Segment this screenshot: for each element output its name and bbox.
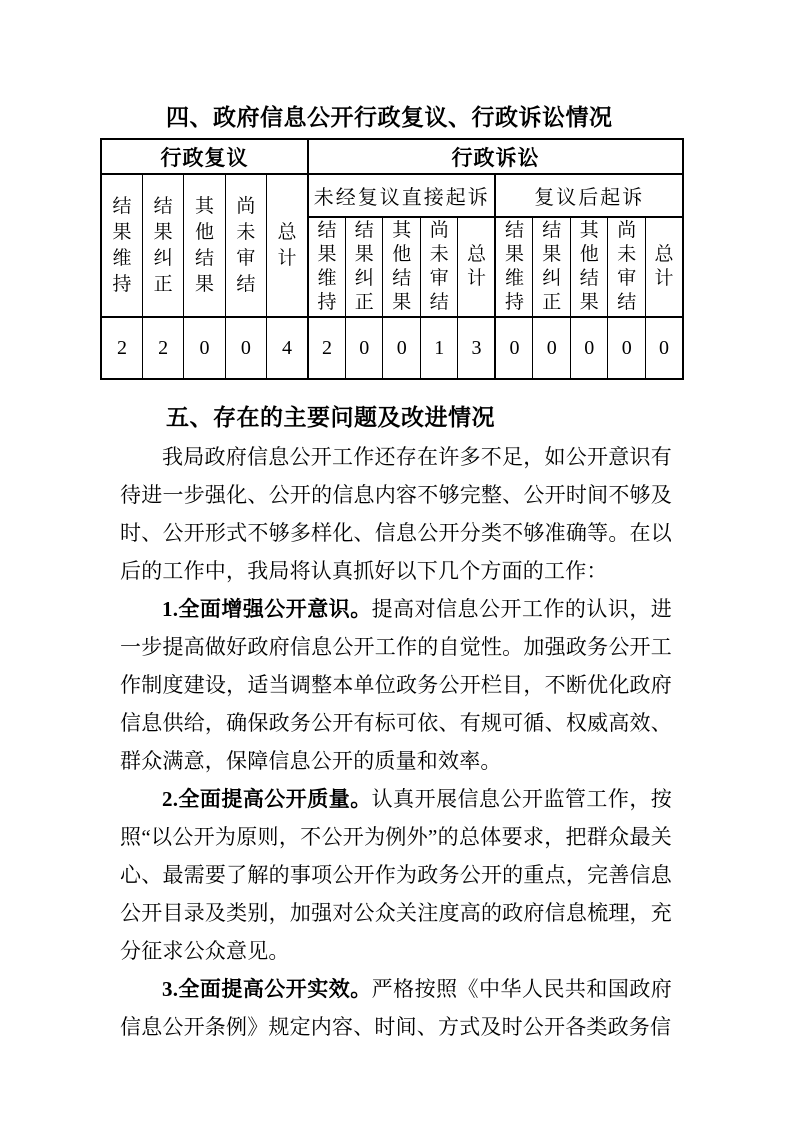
data-cell: 0 bbox=[345, 317, 383, 379]
direct-suit-col-header: 总计 bbox=[458, 217, 496, 317]
review-litigation-table bbox=[100, 138, 684, 380]
paragraph-lead: 1.全面增强公开意识。 bbox=[162, 597, 372, 621]
data-cell: 2 bbox=[308, 317, 346, 379]
data-cell: 0 bbox=[225, 317, 266, 379]
data-cell: 2 bbox=[142, 317, 183, 379]
review-col-header: 结果纠正 bbox=[142, 174, 183, 317]
direct-suit-col-header: 其他结果 bbox=[383, 217, 421, 317]
paragraph-text: 认真开展信息公开监管工作，按照“以公开为原则，不公开为例外”的总体要求，把群众最关心、最需要了解的事项公开作为政务公开的重点，完善信息公开目录及类别，加强对公众关注度高的政府信息梳理，充分征求公众意见。 bbox=[120, 787, 672, 963]
data-cell: 0 bbox=[383, 317, 421, 379]
data-cell: 0 bbox=[608, 317, 646, 379]
data-cell: 3 bbox=[458, 317, 496, 379]
data-cell: 0 bbox=[184, 317, 225, 379]
subgroup-header-row bbox=[101, 174, 683, 217]
paragraph-lead: 2.全面提高公开质量。 bbox=[162, 787, 372, 811]
data-cell: 2 bbox=[101, 317, 142, 379]
data-cell: 0 bbox=[495, 317, 533, 379]
after-review-col-header: 结果维持 bbox=[495, 217, 533, 317]
data-cell: 0 bbox=[645, 317, 683, 379]
data-row bbox=[101, 317, 683, 379]
document-content bbox=[0, 102, 793, 1046]
data-cell: 4 bbox=[267, 317, 308, 379]
direct-suit-col-header: 尚未审结 bbox=[420, 217, 458, 317]
after-review-col-header: 其他结果 bbox=[570, 217, 608, 317]
subgroup-direct-suit: 未经复议直接起诉 bbox=[308, 174, 496, 217]
paragraph-point-2 bbox=[120, 780, 672, 970]
paragraph-point-3 bbox=[120, 970, 672, 1046]
section4-heading: 四、政府信息公开行政复议、行政诉讼情况 bbox=[166, 104, 613, 130]
after-review-col-header: 尚未审结 bbox=[608, 217, 646, 317]
paragraph-point-1 bbox=[120, 590, 672, 780]
review-col-header: 结果维持 bbox=[101, 174, 142, 317]
direct-suit-col-header: 结果纠正 bbox=[345, 217, 383, 317]
section5-heading: 五、存在的主要问题及改进情况 bbox=[166, 404, 495, 430]
data-cell: 0 bbox=[533, 317, 571, 379]
paragraph-text: 提高对信息公开工作的认识，进一步提高做好政府信息公开工作的自觉性。加强政务公开工作制度建设，适当调整本单位政务公开栏目，不断优化政府信息供给，确保政务公开有标可依、有规可循、权威高效、群众满意，保障信息公开的质量和效率。 bbox=[120, 597, 672, 773]
paragraph-intro bbox=[120, 438, 672, 590]
data-cell: 1 bbox=[420, 317, 458, 379]
review-col-header: 总计 bbox=[267, 174, 308, 317]
group-header-row bbox=[101, 139, 683, 174]
data-cell: 0 bbox=[570, 317, 608, 379]
review-col-header: 其他结果 bbox=[184, 174, 225, 317]
subgroup-after-review-suit: 复议后起诉 bbox=[495, 174, 683, 217]
paragraph-text: 我局政府信息公开工作还存在许多不足，如公开意识有待进一步强化、公开的信息内容不够完整、公开时间不够及时、公开形式不够多样化、信息公开分类不够准确等。在以后的工作中，我局将认真抓好以下几个方面的工作： bbox=[120, 445, 672, 583]
direct-suit-col-header: 结果维持 bbox=[308, 217, 346, 317]
review-col-header: 尚未审结 bbox=[225, 174, 266, 317]
paragraph-text: 严格按照《中华人民共和国政府信息公开条例》规定内容、时间、方式及时公开各类政务信 bbox=[120, 977, 672, 1039]
group-admin-review: 行政复议 bbox=[101, 139, 308, 174]
group-admin-litigation: 行政诉讼 bbox=[308, 139, 683, 174]
after-review-col-header: 总计 bbox=[645, 217, 683, 317]
after-review-col-header: 结果纠正 bbox=[533, 217, 571, 317]
paragraph-lead: 3.全面提高公开实效。 bbox=[162, 977, 372, 1001]
